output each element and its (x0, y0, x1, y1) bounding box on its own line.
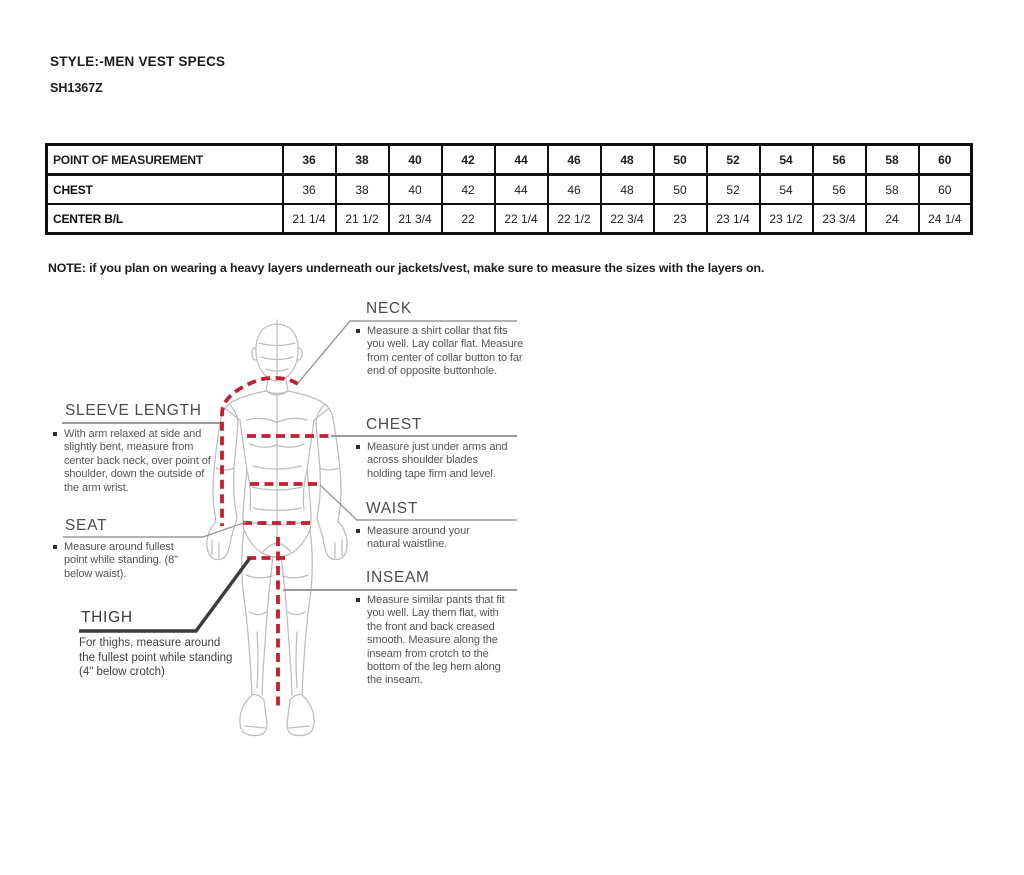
value-cell: 52 (707, 175, 760, 205)
value-cell: 42 (442, 175, 495, 205)
value-cell: 24 (866, 204, 919, 234)
bullet-square-icon (53, 545, 57, 549)
chest-description: Measure just under arms and across shoulder blades holding tape firm and level. (356, 441, 512, 481)
value-cell: 44 (495, 175, 548, 205)
neck-sleeve-measure-line (222, 378, 298, 526)
value-cell: 23 (654, 204, 707, 234)
value-cell: 21 3/4 (389, 204, 442, 234)
size-table-header-cell: 38 (336, 145, 389, 175)
value-cell: 24 1/4 (919, 204, 972, 234)
table-row (47, 175, 972, 205)
bullet-square-icon (53, 432, 57, 436)
value-cell: 23 1/2 (760, 204, 813, 234)
size-table-header-cell: 44 (495, 145, 548, 175)
neck-description: Measure a shirt collar that fits you well. Lay collar flat. Measure from center of collar button to far end of opposite buttonhole. (356, 325, 526, 379)
value-cell: 46 (548, 175, 601, 205)
bullet-square-icon (356, 598, 360, 602)
size-table-header-cell: 46 (548, 145, 601, 175)
waist-description: Measure around your natural waistline. (356, 525, 480, 552)
value-cell: 56 (813, 175, 866, 205)
size-table-header-cell: 50 (654, 145, 707, 175)
row-label-cell: CENTER B/L (47, 204, 283, 234)
value-cell: 22 1/2 (548, 204, 601, 234)
row-label-cell: CHEST (47, 175, 283, 205)
size-table-header-row (47, 145, 972, 175)
thigh-label: THIGH (81, 609, 133, 626)
size-table-header-cell: 60 (919, 145, 972, 175)
size-table-header-cell: 56 (813, 145, 866, 175)
size-table-header-cell: 54 (760, 145, 813, 175)
value-cell: 36 (283, 175, 336, 205)
value-cell: 58 (866, 175, 919, 205)
size-table (45, 143, 973, 235)
chest-label: CHEST (366, 416, 423, 433)
value-cell: 23 3/4 (813, 204, 866, 234)
table-row (47, 204, 972, 234)
seat-label: SEAT (65, 517, 108, 534)
size-table-header-cell: 40 (389, 145, 442, 175)
thigh-description: For thighs, measure around the fullest point while standing (4" below crotch) (79, 637, 233, 678)
value-cell: 48 (601, 175, 654, 205)
waist-label: WAIST (366, 500, 419, 517)
style-number: SH1367Z (50, 81, 103, 95)
sleeve-length-description: With arm relaxed at side and slightly bent, measure from center back neck, over point of shoulder, down the outside of the arm wrist. (53, 428, 211, 495)
size-table-header-cell: 58 (866, 145, 919, 175)
value-cell: 22 (442, 204, 495, 234)
value-cell: 21 1/4 (283, 204, 336, 234)
inseam-label: INSEAM (366, 569, 430, 586)
page-title: STYLE:-MEN VEST SPECS (50, 54, 226, 69)
value-cell: 23 1/4 (707, 204, 760, 234)
value-cell: 21 1/2 (336, 204, 389, 234)
size-table-header-cell: 36 (283, 145, 336, 175)
size-table-header-cell: POINT OF MEASUREMENT (47, 145, 283, 175)
value-cell: 54 (760, 175, 813, 205)
note-text: NOTE: if you plan on wearing a heavy layers underneath our jackets/vest, make sure to measure the sizes with the layers on. (48, 261, 765, 275)
bullet-square-icon (356, 529, 360, 533)
size-table-header-cell: 52 (707, 145, 760, 175)
value-cell: 22 1/4 (495, 204, 548, 234)
waist-pointer-line (320, 485, 517, 520)
value-cell: 60 (919, 175, 972, 205)
value-cell: 50 (654, 175, 707, 205)
neck-label: NECK (366, 300, 412, 317)
bullet-square-icon (356, 445, 360, 449)
bullet-square-icon (356, 329, 360, 333)
size-table-header-cell: 42 (442, 145, 495, 175)
value-cell: 22 3/4 (601, 204, 654, 234)
inseam-description: Measure similar pants that fit you well. Lay them flat, with the front and back creased smooth. Measure along the inseam from crotch to the bottom of the leg hem along the inseam. (356, 594, 516, 688)
value-cell: 40 (389, 175, 442, 205)
sleeve-length-label: SLEEVE LENGTH (65, 402, 202, 419)
size-table-header-cell: 48 (601, 145, 654, 175)
value-cell: 38 (336, 175, 389, 205)
seat-description: Measure around fullest point while standing. (8" below waist). (53, 541, 189, 581)
